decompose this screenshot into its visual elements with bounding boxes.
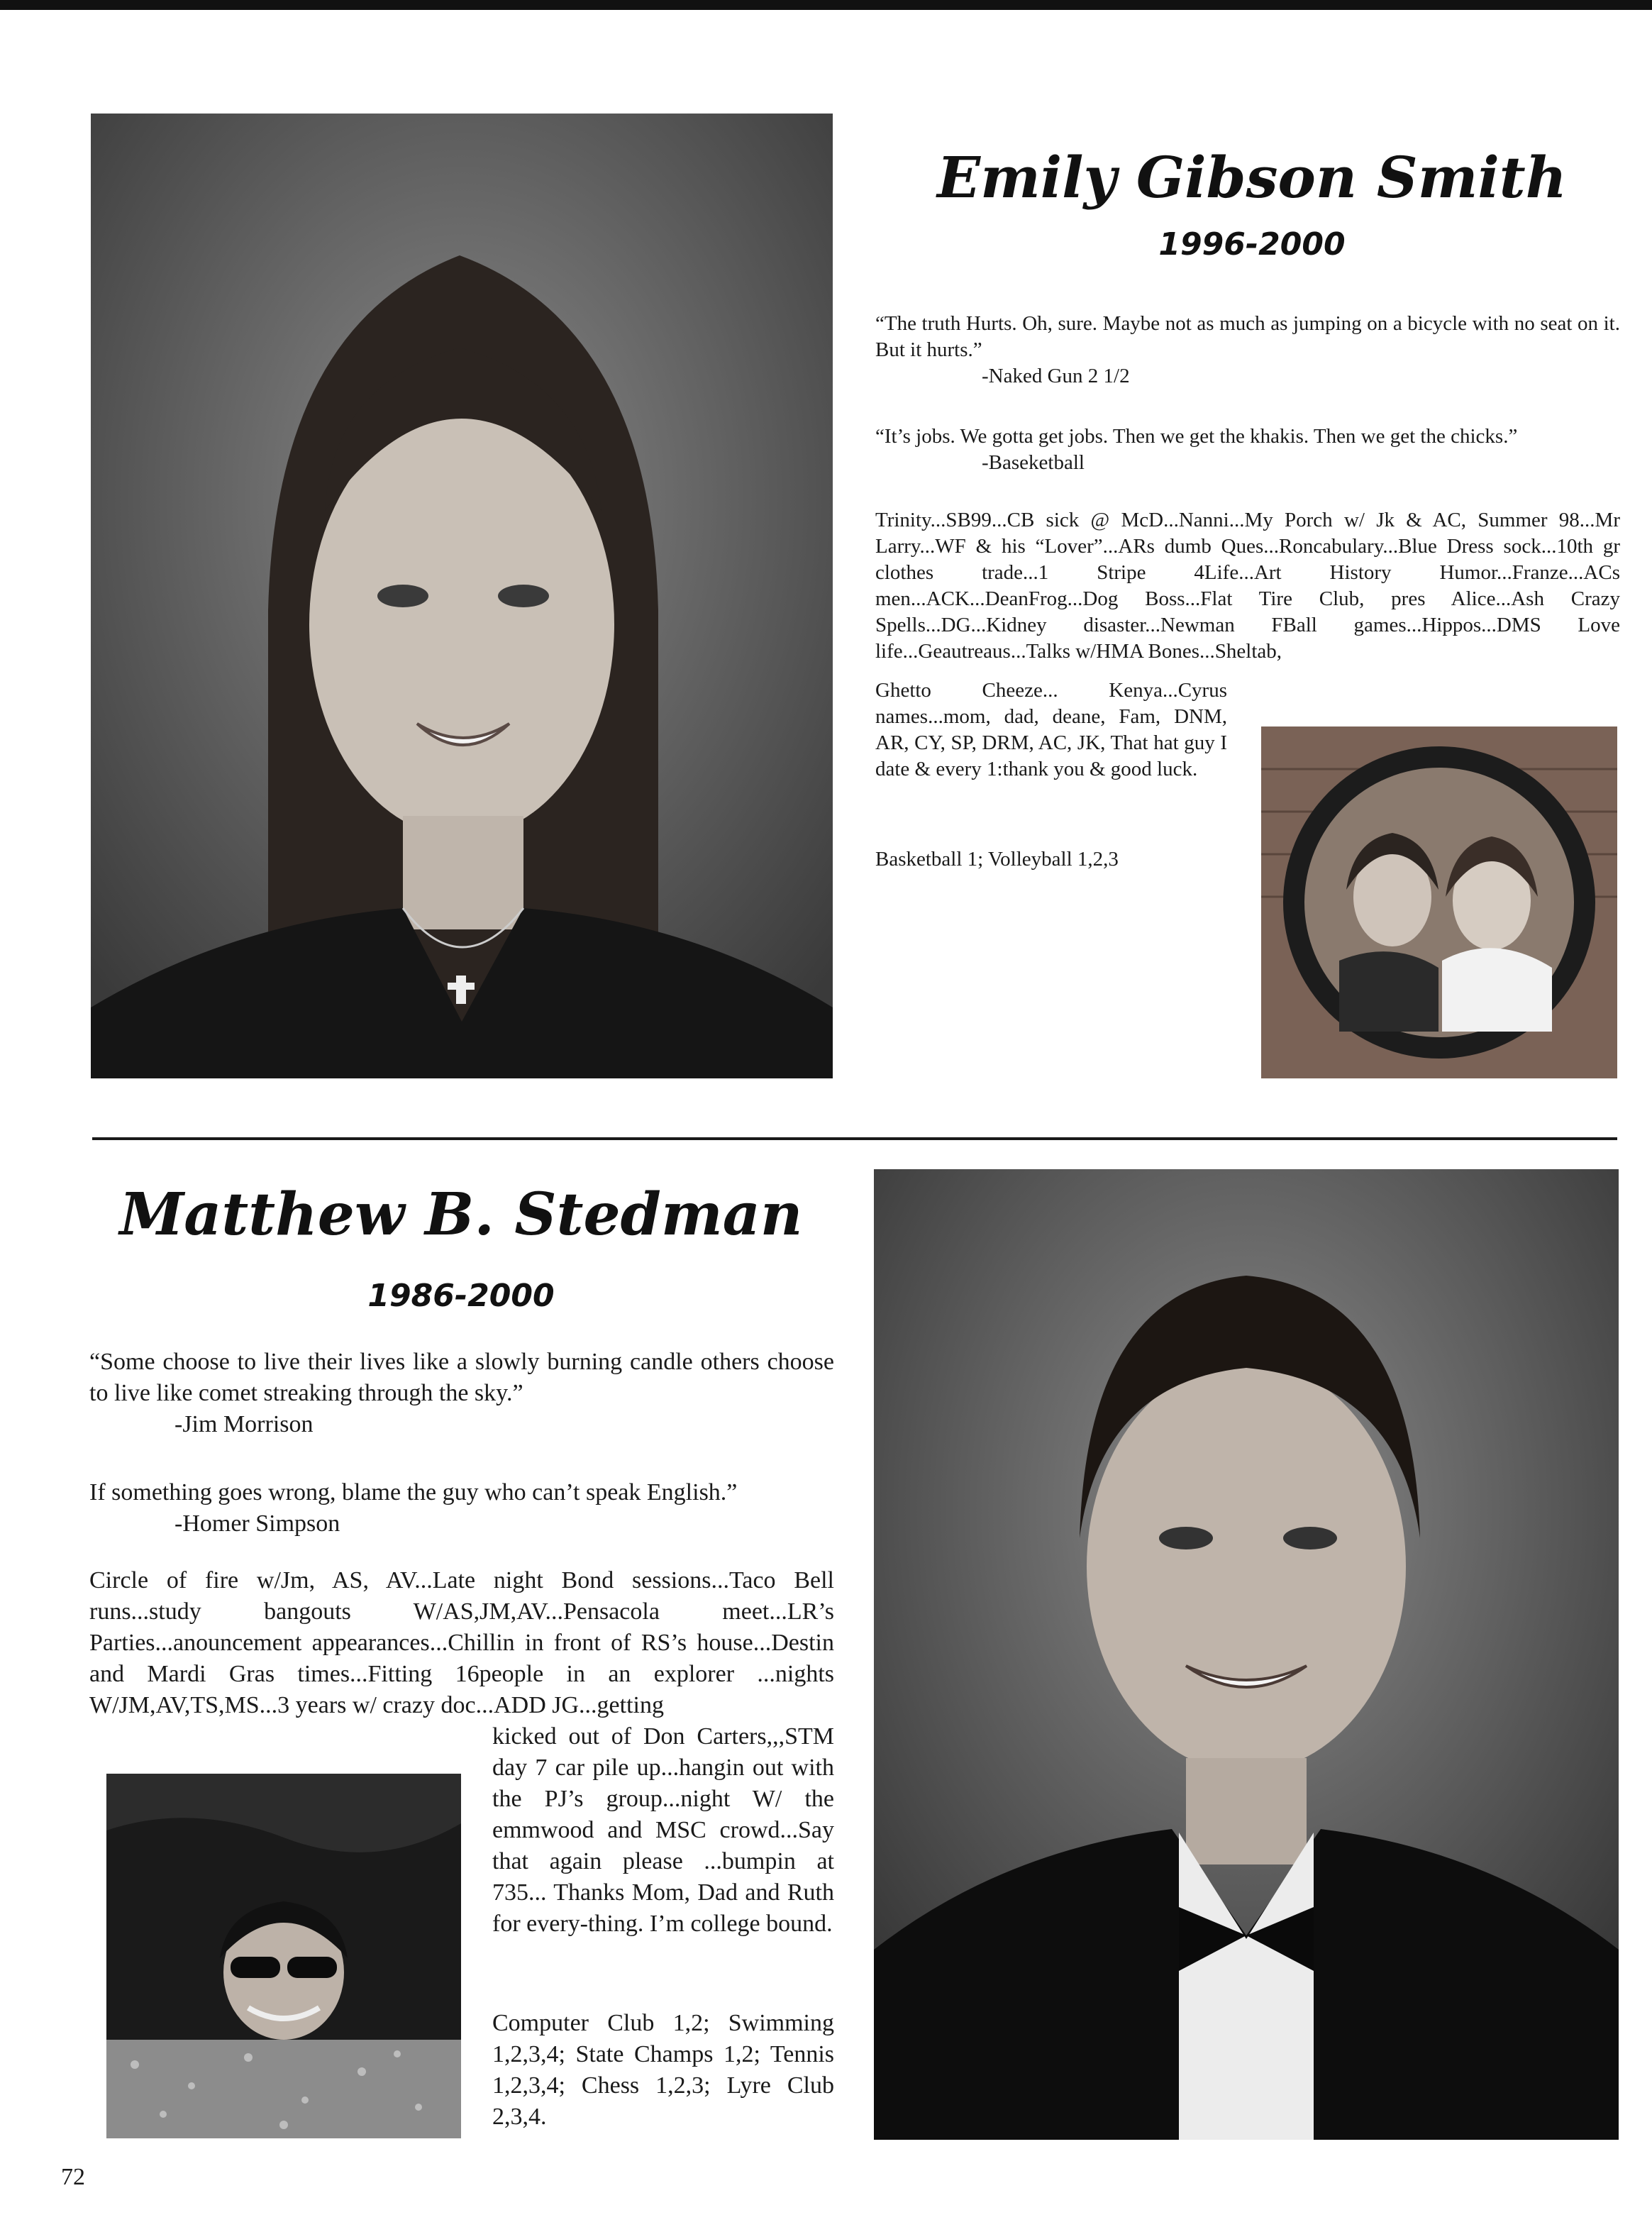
emily-memories: Trinity...SB99...CB sick @ McD...Nanni...My Porch w/ Jk & AC, Summer 98...Mr Larry...WF & his “Lover”...ARs dumb Ques...Roncabulary...Blue Dress sock...10th gr clothes trade...1 Stripe 4Life...Art History Humor...Franze...ACs men...ACK...DeanFrog...Dog Boss...Flat Tire Club, pres Alice...Ash Crazy Spells...DG...Kidney disaster...Newman FBall games...Hippos...DMS Love life...Geautreaus...Talks w/HMA Bones...Sheltab, [875,509,1620,663]
matthew-quote-1-source: -Jim Morrison [174,1411,314,1437]
matthew-quote-2-text: If something goes wrong, blame the guy who can’t speak English.” [89,1479,738,1506]
emily-activities: Basketball 1; Volleyball 1,2,3 [875,848,1119,871]
emily-quote-2-text: “It’s jobs. We gotta get jobs. Then we get the khakis. Then we get the chicks.” [875,425,1518,448]
matthew-memories-continued: kicked out of Don Carters,,,STM day 7 car pile up...hangin out with the PJ’s group...night W/ the emmwood and MSC crowd...Say that again please ...bumpin at 735... Thanks Mom, Dad and Ruth for every-thing. I’m college bound. [492,1723,834,1937]
emily-quote-1-source: -Naked Gun 2 1/2 [982,365,1130,387]
emily-candid-photo [1261,726,1617,1078]
emily-quote-1 [875,311,1620,390]
matthew-quote-2-source: -Homer Simpson [174,1510,340,1537]
emily-quote-2-source: -Baseketball [982,451,1085,474]
emily-quote-1-text: “The truth Hurts. Oh, sure. Maybe not as much as jumping on a bicycle with no seat on it. But it hurts.” [875,312,1620,361]
section-divider [92,1137,1617,1140]
matthew-portrait-photo [874,1169,1619,2140]
matthew-activities: Computer Club 1,2; Swimming 1,2,3,4; State Champs 1,2; Tennis 1,2,3,4; Chess 1,2,3; Lyre Club 2,3,4. [492,2010,834,2130]
matthew-quote-1 [89,1347,834,1440]
matthew-candid-photo [106,1774,461,2138]
top-scan-border [0,0,1652,10]
matthew-memories: Circle of fire w/Jm, AS, AV...Late night Bond sessions...Taco Bell runs...study bangouts W/AS,JM,AV...Pensacola meet...LR’s Parties...anouncement appearances...Chillin in front of RS’s house...Destin and Mardi Gras times...Fitting 16people in an explorer ...nights W/JM,AV,TS,MS...3 years w/ crazy doc...ADD JG...getting [89,1567,834,1718]
matthew-quote-1-text: “Some choose to live their lives like a slowly burning candle others choose to live like comet streaking through the sky.” [89,1349,834,1406]
emily-quote-2 [875,424,1620,476]
matthew-name-signature: Matthew B. Stedman [119,1181,803,1249]
emily-portrait-photo [91,114,833,1078]
emily-memories-continued: Ghetto Cheeze... Kenya...Cyrus names...mom, dad, deane, Fam, DNM, AR, CY, SP, DRM, AC, JK, That hat guy I date & every 1:thank you & good luck. [875,679,1227,780]
matthew-years: 1986-2000 [367,1278,555,1314]
emily-name-signature: Emily Gibson Smith [937,144,1567,211]
page-number: 72 [61,2164,85,2190]
emily-years: 1996-2000 [1158,226,1346,263]
matthew-quote-2 [89,1477,834,1540]
